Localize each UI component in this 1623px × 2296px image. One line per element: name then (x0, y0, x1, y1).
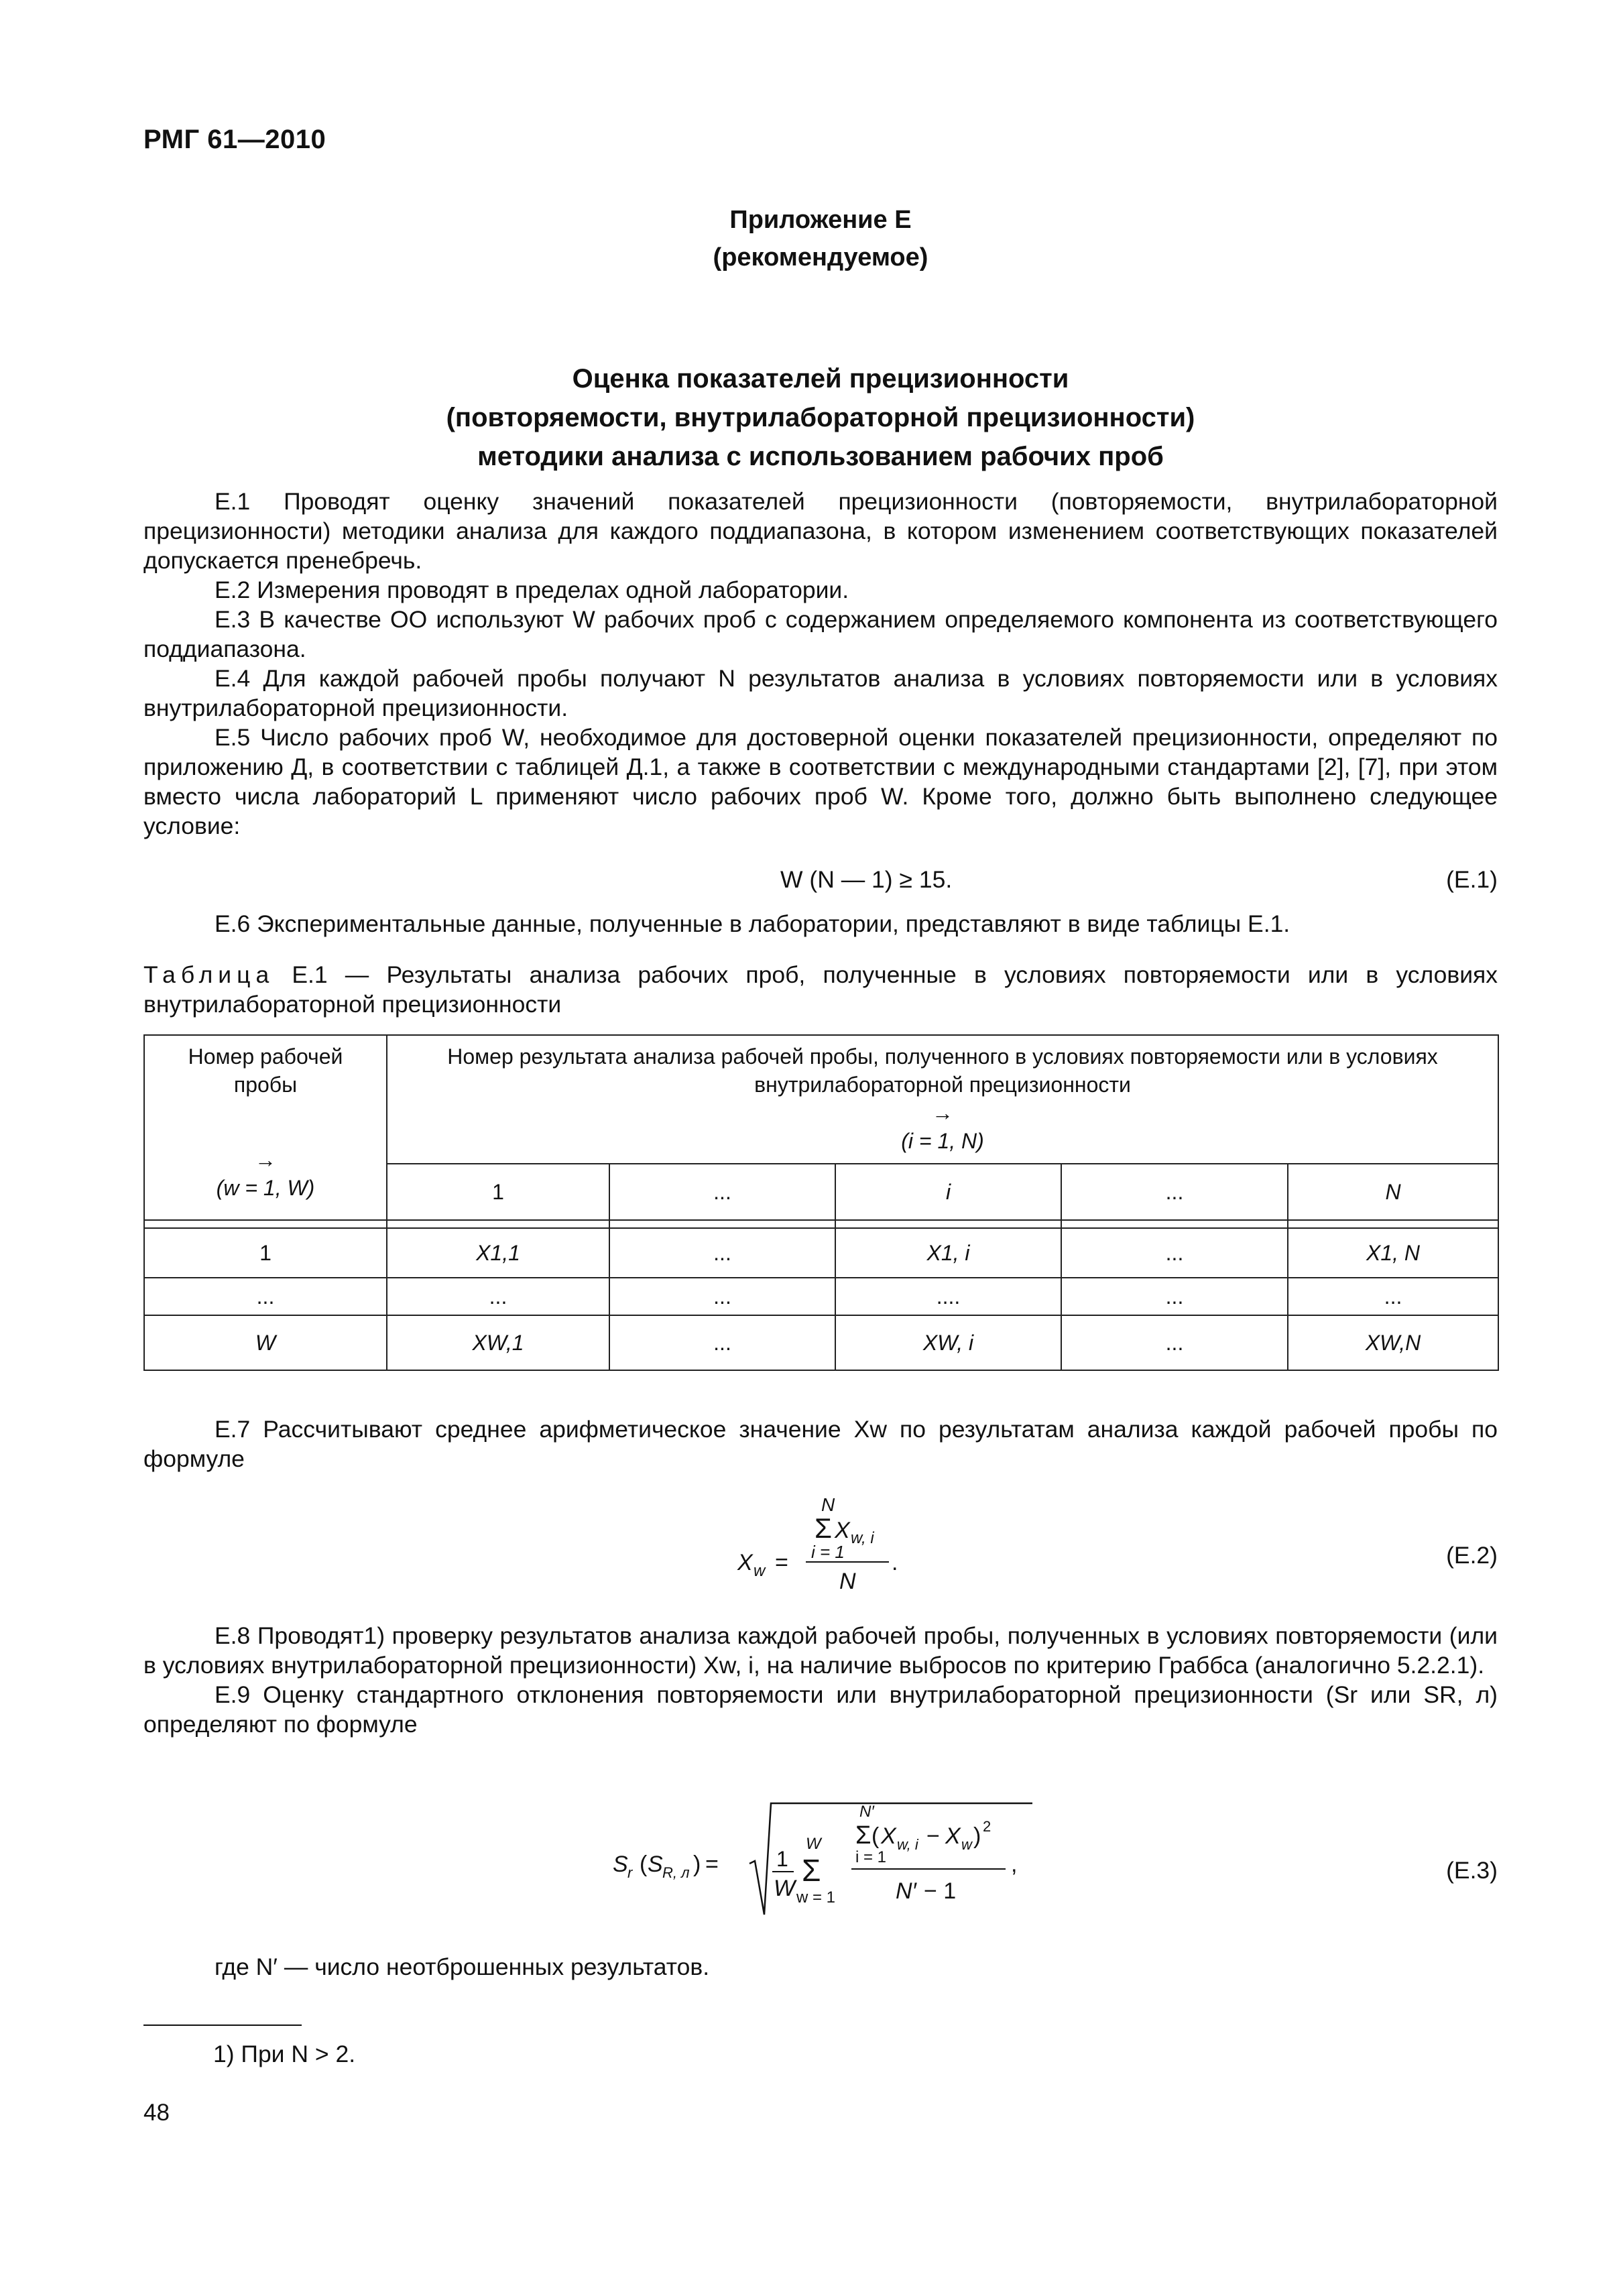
header-sample-number (144, 1035, 387, 1220)
table-row: W (144, 1315, 387, 1370)
trailing-comma: , (1011, 1852, 1018, 1877)
subheader-2: ... (609, 1164, 835, 1220)
denominator: N (839, 1569, 856, 1594)
table-cell: XW,N (1288, 1315, 1498, 1370)
header-sample-range: (w = 1, W) (216, 1176, 315, 1200)
table-cell: .... (835, 1278, 1061, 1315)
square-exponent: 2 (983, 1818, 991, 1835)
table-cell: ... (609, 1315, 835, 1370)
arrow-i: → (932, 1101, 954, 1125)
paragraph-e3: Е.3 В качестве ОО используют W рабочих проб с содержанием определяемого компонента из соответствующего поддиапазона. (143, 606, 1498, 662)
paragraph-e7: Е.7 Рассчитывают среднее арифметическое значение Xw по результатам анализа каждой рабочей пробы по формуле (143, 1416, 1498, 1472)
lhs-open-paren: ( (640, 1852, 648, 1877)
inner-x-w-subscript: w (961, 1836, 972, 1853)
table-cell: ... (1061, 1278, 1288, 1315)
table-cell: ... (609, 1228, 835, 1278)
document-code: РМГ 61—2010 (143, 125, 326, 154)
table-cell: XW, i (835, 1315, 1061, 1370)
table-cell: X1,1 (387, 1228, 609, 1278)
inner-sum-upper: N′ (859, 1803, 874, 1821)
appendix-title (143, 359, 1498, 476)
lhs-sr-subscript: r (627, 1864, 633, 1881)
table-cell: ... (609, 1278, 835, 1315)
outer-sum-lower: w = 1 (796, 1888, 836, 1907)
equals-sign: = (775, 1550, 788, 1575)
footnote: 1) При N > 2. (213, 2041, 356, 2067)
denominator-minus-one: − 1 (924, 1878, 957, 1904)
section-e8-e9 (143, 1621, 1498, 1739)
period: . (892, 1550, 898, 1575)
paragraph-e2: Е.2 Измерения проводят в пределах одной лаборатории. (215, 577, 849, 603)
sum-term-subscript: w, i (851, 1529, 874, 1547)
table-cell: ... (1288, 1278, 1498, 1315)
sum-lower-limit: i = 1 (811, 1542, 845, 1562)
one-over-w-denominator: W (774, 1876, 796, 1901)
inner-sum-sign: Σ (855, 1821, 871, 1850)
table-caption (143, 960, 1498, 1019)
equals-sign: = (705, 1852, 719, 1877)
outer-sum-sign: Σ (802, 1853, 821, 1888)
header-result-range: (i = 1, N) (901, 1129, 984, 1153)
paragraph-e6: Е.6 Экспериментальные данные, полученные в лаборатории, представляют в виде таблицы Е.1. (215, 910, 1290, 937)
appendix-kind: (рекомендуемое) (713, 243, 928, 271)
paragraph-e5: Е.5 Число рабочих проб W, необходимое для достоверной оценки показателей прецизионности, определяют по приложению Д, в соответствии с таблицей Д.1, а также в соответствии с международными стандартами [2], [7], при этом вместо числа лабораторий L применяют число рабочих проб W. Кроме того, должно быть выполнено следующее условие: (143, 724, 1498, 839)
sum-sign: Σ (815, 1512, 832, 1544)
equation-e1-number: (Е.1) (1446, 866, 1498, 893)
paragraph-where: где N′ — число неотброшенных результатов. (215, 1953, 710, 1980)
table-cell: ... (1061, 1315, 1288, 1370)
table-cell: X1, i (835, 1228, 1061, 1278)
table-cell: X1, N (1288, 1228, 1498, 1278)
one-over-w-numerator: 1 (776, 1847, 788, 1871)
table-caption-text: Е.1 — Результаты анализа рабочих проб, полученные в условиях повторяемости или в условиях внутрилабораторной прецизионности (143, 961, 1498, 1018)
section-e7 (143, 1414, 1498, 1473)
paragraph-e8: Е.8 Проводят1) проверку результатов анализа каждой рабочей пробы, полученных в условиях повторяемости (или в условиях внутрилабораторной прецизионности) Xw, i, на наличие выбросов по критерию Граббса (аналогично 5.2.2.1). (143, 1622, 1498, 1679)
inner-x-wi-subscript: w, i (897, 1836, 918, 1853)
title-line-2: (повторяемости, внутрилабораторной прецизионности) (446, 403, 1195, 432)
section-e1-e5 (143, 487, 1498, 841)
inner-x-wi: X (881, 1823, 896, 1849)
appendix-heading (143, 201, 1498, 276)
equation-e3-number: (Е.3) (1446, 1857, 1498, 1884)
section-e6 (143, 909, 1498, 939)
lhs-close-paren: ) (693, 1852, 701, 1877)
title-line-1: Оценка показателей прецизионности (572, 364, 1069, 394)
inner-close-paren: ) (973, 1823, 981, 1849)
lhs-symbol: X (737, 1550, 753, 1575)
outer-sum-upper: W (806, 1835, 821, 1853)
denominator-n: N′ (896, 1878, 916, 1904)
sum-term: X (835, 1518, 850, 1543)
inner-x-w: X (945, 1823, 961, 1849)
formula-e2 (724, 1488, 925, 1609)
header-result-number (387, 1035, 1498, 1164)
inner-open-paren: ( (871, 1823, 880, 1849)
title-line-3: методики анализа с использованием рабочих проб (477, 442, 1164, 471)
table-row: ... (144, 1278, 387, 1315)
section-where (143, 1952, 1498, 1982)
minus-sign: − (926, 1823, 940, 1849)
header-result-number-label: Номер результата анализа рабочей пробы, полученного в условиях повторяемости или в условиях внутрилабораторной прецизионности (447, 1044, 1438, 1097)
lhs-sr-alt-subscript: R, л (662, 1864, 690, 1881)
paragraph-e1: Е.1 Проводят оценку значений показателей прецизионности (повторяемости, внутрилабораторной прецизионности) методики анализа для каждого поддиапазона, в котором изменением соответствующих показателей допускается пренебречь. (143, 488, 1498, 574)
footnote-divider (143, 2025, 302, 2026)
table-cell: ... (1061, 1228, 1288, 1278)
lhs-subscript: w (754, 1562, 766, 1580)
subheader-4: ... (1061, 1164, 1288, 1220)
table-caption-word: Таблица (143, 961, 275, 988)
subheader-5: N (1288, 1164, 1498, 1220)
equation-e2-number: (Е.2) (1446, 1542, 1498, 1569)
sum-upper-limit: N (821, 1494, 835, 1515)
paragraph-e9: Е.9 Оценку стандартного отклонения повторяемости или внутрилабораторной прецизионности (Sr или SR, л) определяют по формуле (143, 1681, 1498, 1738)
appendix-label: Приложение Е (729, 206, 912, 234)
table-cell: ... (387, 1278, 609, 1315)
header-sample-number-label: Номер рабочей пробы (188, 1044, 343, 1097)
page-number: 48 (143, 2100, 170, 2126)
formula-e3 (603, 1783, 1073, 1937)
inner-sum-lower: i = 1 (855, 1848, 887, 1866)
table-row: 1 (144, 1228, 387, 1278)
subheader-1: 1 (387, 1164, 609, 1220)
table-cell: XW,1 (387, 1315, 609, 1370)
lhs-sr: S (613, 1852, 628, 1877)
subheader-3: i (835, 1164, 1061, 1220)
arrow-w: → (255, 1148, 276, 1172)
results-table (143, 1034, 1499, 1371)
lhs-sr-alt: S (648, 1852, 663, 1877)
paragraph-e4: Е.4 Для каждой рабочей пробы получают N результатов анализа в условиях повторяемости или в условиях внутрилабораторной прецизионности. (143, 665, 1498, 721)
equation-e1: W (N — 1) ≥ 15. (780, 866, 953, 893)
